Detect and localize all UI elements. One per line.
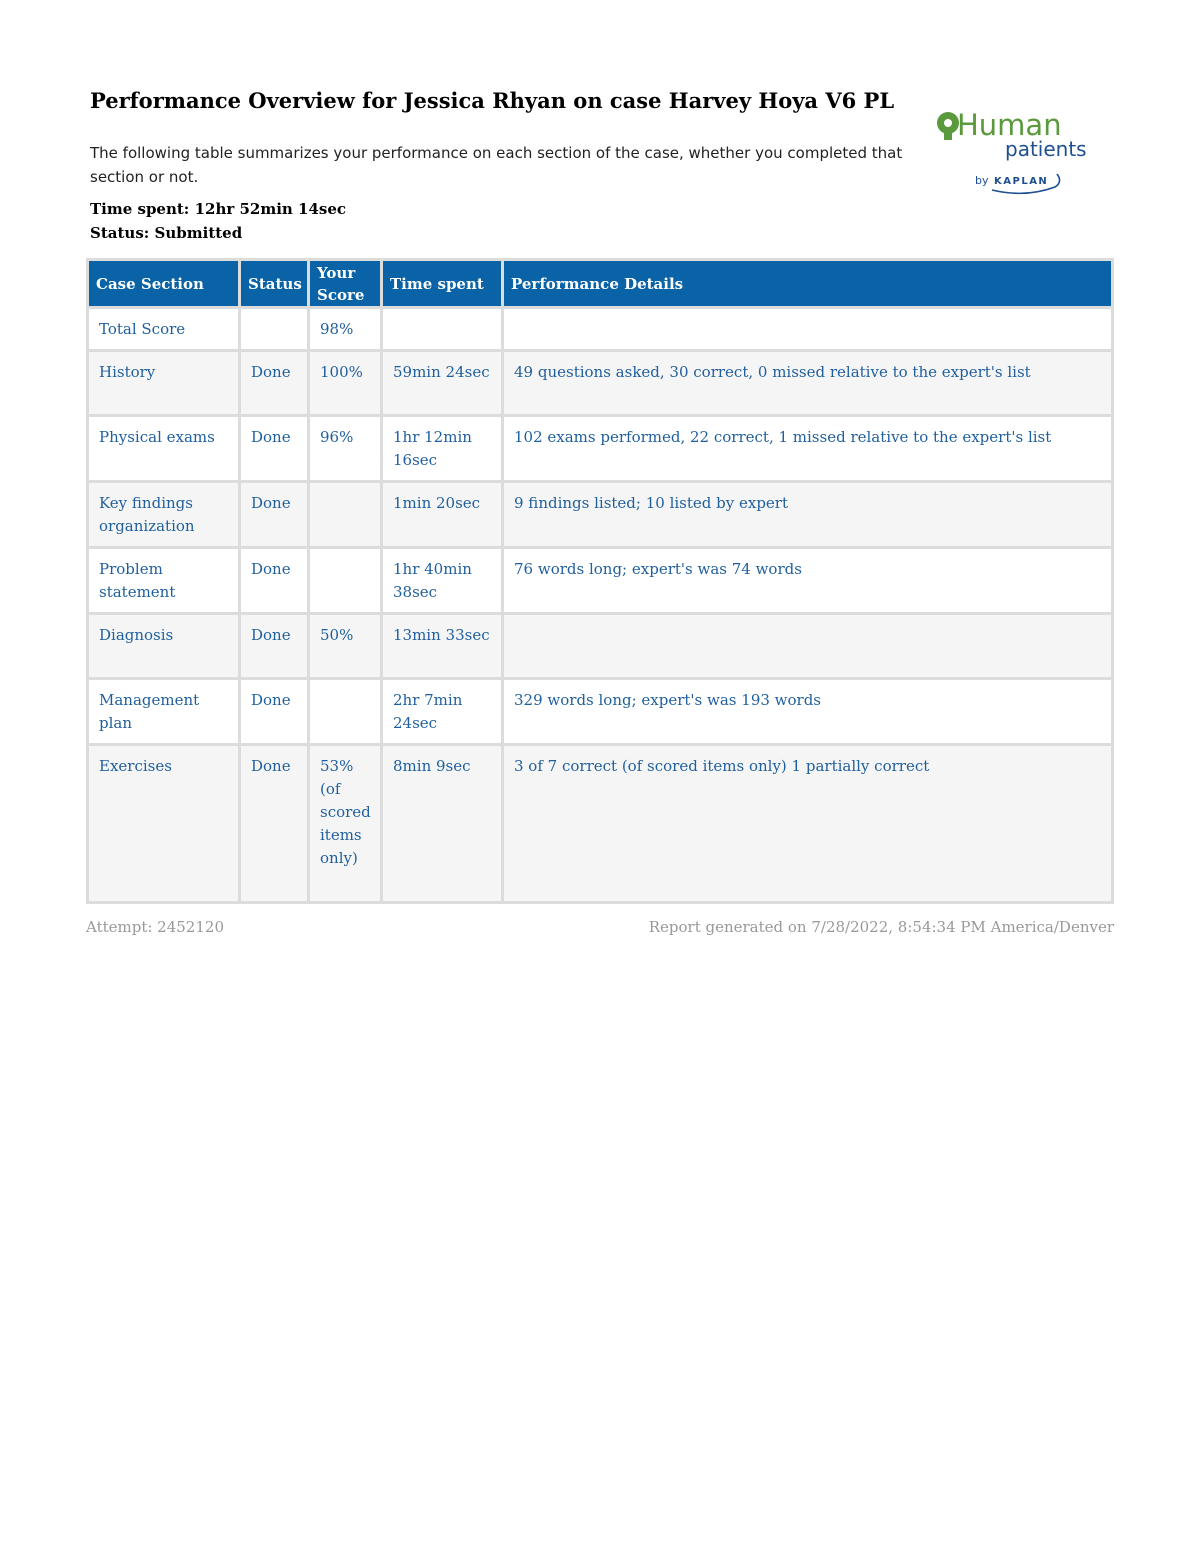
cell-time: 59min 24sec [383,352,501,414]
cell-details [504,309,1111,349]
table-row [89,746,1111,901]
report-generated: Report generated on 7/28/2022, 8:54:34 PM America/Denver [648,918,1114,936]
page-title: Performance Overview for Jessica Rhyan on case Harvey Hoya V6 PL [90,88,895,113]
cell-details [504,615,1111,677]
cell-time: 8min 9sec [383,746,501,901]
cell-status: Done [241,549,307,612]
cell-section: Diagnosis [89,615,238,677]
cell-time: 13min 33sec [383,615,501,677]
header-performance-details: Performance Details [504,261,1111,306]
i-human-logo-icon [935,102,1115,197]
cell-details: 102 exams performed, 22 correct, 1 missed relative to the expert's list [504,417,1111,480]
cell-details: 9 findings listed; 10 listed by expert [504,483,1111,546]
cell-score: 100% [310,352,380,414]
cell-time: 1hr 12min 16sec [383,417,501,480]
logo [935,102,1115,197]
cell-details: 49 questions asked, 30 correct, 0 missed relative to the expert's list [504,352,1111,414]
cell-details: 329 words long; expert's was 193 words [504,680,1111,743]
table-row [89,483,1111,546]
cell-section: Physical exams [89,417,238,480]
svg-text:Human: Human [957,108,1062,142]
summary [90,197,346,245]
cell-score: 50% [310,615,380,677]
table-row [89,352,1111,414]
header-case-section: Case Section [89,261,238,306]
table-row [89,549,1111,612]
cell-score [310,549,380,612]
svg-text:by: by [975,174,989,187]
cell-score: 98% [310,309,380,349]
attempt-id: Attempt: 2452120 [86,918,224,936]
svg-text:KAPLAN: KAPLAN [994,176,1049,187]
header-your-score: Your Score [310,261,380,306]
table-row [89,680,1111,743]
cell-details: 76 words long; expert's was 74 words [504,549,1111,612]
cell-section: Management plan [89,680,238,743]
cell-score [310,483,380,546]
cell-status: Done [241,746,307,901]
cell-status: Done [241,352,307,414]
cell-section: Key findings organization [89,483,238,546]
cell-time [383,309,501,349]
table-row [89,615,1111,677]
cell-score [310,680,380,743]
cell-section: Total Score [89,309,238,349]
cell-section: Exercises [89,746,238,901]
cell-details: 3 of 7 correct (of scored items only) 1 partially correct [504,746,1111,901]
cell-status: Done [241,417,307,480]
svg-text:patients: patients [1005,137,1087,161]
cell-status: Done [241,483,307,546]
cell-section: Problem statement [89,549,238,612]
table-row [89,417,1111,480]
header-status: Status [241,261,307,306]
status-summary: Status: Submitted [90,224,243,242]
table-row [89,309,1111,349]
cell-time: 2hr 7min 24sec [383,680,501,743]
time-spent-total: Time spent: 12hr 52min 14sec [90,200,347,218]
intro-text: The following table summarizes your performance on each section of the case, whether you completed that section or not. [90,144,903,186]
cell-time: 1hr 40min 38sec [383,549,501,612]
cell-score: 96% [310,417,380,480]
header-time-spent: Time spent [383,261,501,306]
cell-section: History [89,352,238,414]
cell-status: Done [241,615,307,677]
cell-status [241,309,307,349]
performance-table [86,258,1114,904]
cell-time: 1min 20sec [383,483,501,546]
cell-status: Done [241,680,307,743]
cell-score: 53% (of scored items only) [310,746,380,901]
